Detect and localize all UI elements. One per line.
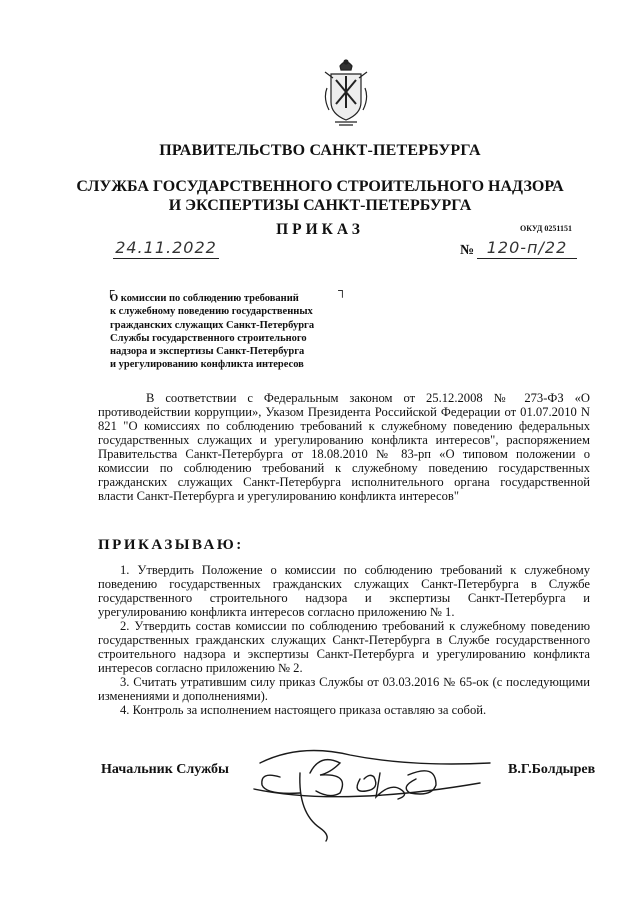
service-title-line-1: СЛУЖБА ГОСУДАРСТВЕННОГО СТРОИТЕЛЬНОГО НАДЗОРА — [76, 178, 564, 195]
subject-line: Службы государственного строительного — [110, 332, 307, 344]
service-title — [0, 177, 640, 215]
order-item: 1. Утвердить Положение о комиссии по соблюдению требований к служебному поведению государственных гражданских служащих Санкт-Петербурга в Службе государственного строительного надзора и экспертизы Санкт-Петербурга и урегулированию конфликта интересов согласно приложению № 1. — [98, 563, 590, 619]
order-item: 3. Считать утратившим силу приказ Службы от 03.03.2016 № 65-ок (с последующими изменениями и дополнениями). — [98, 675, 590, 703]
corner-mark-left: ┌ — [106, 283, 115, 297]
document-date: 24.11.2022 — [113, 238, 219, 259]
subject-line: О комиссии по соблюдению требований — [110, 293, 299, 304]
order-item: 2. Утвердить состав комиссии по соблюдению требований к служебному поведению государственных гражданских служащих Санкт-Петербурга в Службе государственного строительного надзора и экспертизы Санкт-Петербурга и урегулированию конфликта интересов согласно приложению № 2. — [98, 619, 590, 675]
subject-line: надзора и экспертизы Санкт-Петербурга — [110, 346, 305, 358]
subject-line: к служебному поведению государственных — [110, 306, 313, 318]
subject-block — [110, 292, 370, 372]
government-title: ПРАВИТЕЛЬСТВО САНКТ-ПЕТЕРБУРГА — [159, 142, 481, 159]
handwritten-signature — [240, 733, 500, 843]
number-sign: № — [460, 243, 475, 258]
okud-code: ОКУД 0251151 — [520, 224, 572, 233]
signatory-name: В.Г.Болдырев — [508, 762, 596, 777]
subject-line: гражданских служащих Санкт-Петербурга — [110, 319, 315, 331]
signatory-position: Начальник Службы — [101, 762, 229, 777]
order-word: ПРИКАЗЫВАЮ: — [98, 537, 244, 553]
order-item: 4. Контроль за исполнением настоящего приказа оставляю за собой. — [120, 703, 487, 717]
subject-line: и урегулированию конфликта интересов — [110, 359, 304, 371]
document-number: 120-п/22 — [477, 238, 577, 259]
service-title-line-2: И ЭКСПЕРТИЗЫ САНКТ-ПЕТЕРБУРГА — [168, 197, 472, 214]
order-items — [98, 563, 590, 717]
preamble-paragraph: В соответствии с Федеральным законом от 25.12.2008 № 273-ФЗ «О противодействии коррупции», Указом Президента Российской Федерации от 01.07.2010 N 821 "О комиссиях по соблюдению требований к служебному поведению федеральных государственных служащих и урегулированию конфликта интересов", распоряжением Правительства Санкт-Петербурга от 18.08.2010 № 83-рп «О типовом положении о комиссии по соблюдению требований к служебному поведению государственных гражданских служащих Санкт-Петербурга исполнительного органа государственной власти Санкт-Петербурга и урегулированию конфликта интересов" — [98, 391, 590, 503]
document-type: ПРИКАЗ — [276, 221, 364, 238]
corner-mark-right: ┐ — [338, 283, 347, 297]
coat-of-arms-icon — [323, 58, 369, 128]
